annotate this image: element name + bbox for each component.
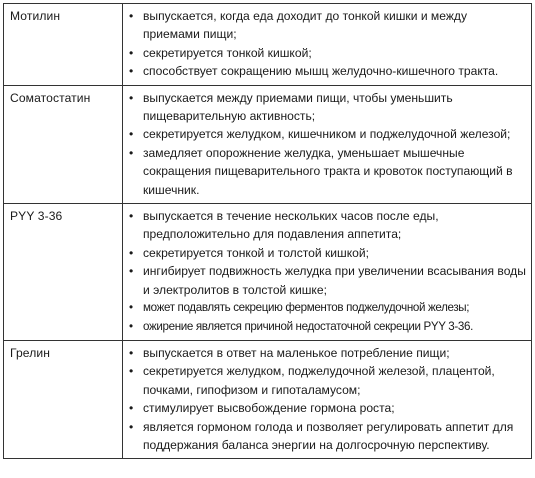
bullet-list (129, 344, 527, 454)
list-item (129, 299, 527, 317)
bullet-list (129, 207, 527, 336)
bullet-icon: • (129, 264, 134, 279)
hormone-description (123, 85, 532, 203)
table-row (4, 204, 532, 341)
bullet-icon: • (129, 9, 134, 23)
list-item (129, 244, 527, 262)
list-item-text: стимулирует высвобождение гормона роста; (143, 401, 395, 416)
table-row (4, 340, 532, 458)
list-item (129, 44, 527, 62)
bullet-icon: • (129, 45, 134, 60)
bullet-icon: • (129, 364, 134, 379)
bullet-icon: • (129, 64, 134, 79)
hormone-description (123, 4, 532, 86)
bullet-icon: • (129, 319, 133, 333)
bullet-icon: • (129, 209, 134, 224)
list-item-text: секретируется тонкой и толстой кишкой; (143, 245, 370, 260)
list-item (129, 318, 527, 336)
list-item-text: выпускается в течение нескольких часов после еды, предположительно для подавления аппетита; (143, 209, 439, 242)
table-row (4, 4, 532, 86)
bullet-icon: • (129, 127, 134, 142)
bullet-icon: • (129, 401, 134, 416)
list-item-text: выпускается между приемами пищи, чтобы уменьшить пищеварительную активность; (143, 90, 453, 124)
list-item-text: ожирение является причиной недостаточной секреции PYY 3-36. (143, 319, 473, 333)
list-item (129, 62, 527, 80)
list-item (129, 418, 527, 455)
bullet-icon: • (129, 301, 133, 315)
hormone-description (123, 340, 532, 458)
bullet-icon: • (129, 145, 134, 160)
hormone-name: PYY 3-36 (4, 204, 123, 341)
bullet-icon: • (129, 245, 134, 260)
list-item (129, 362, 527, 399)
list-item (129, 344, 527, 362)
hormone-name: Грелин (4, 340, 123, 458)
list-item-text: ингибирует подвижность желудка при увеличении всасывания воды и электролитов в толстой кишке; (143, 264, 526, 297)
bullet-list (129, 7, 527, 81)
list-item (129, 399, 527, 417)
list-item-text: может подавлять секрецию ферментов поджелудочной железы; (143, 301, 470, 315)
list-item-text: секретируется желудком, поджелудочной железой, плацентой, почками, гипофизом и гипоталамусом; (143, 364, 495, 397)
table-row (4, 85, 532, 203)
hormone-name: Мотилин (4, 4, 123, 86)
list-item-text: замедляет опорожнение желудка, уменьшает мышечные сокращения пищеварительного тракта и кровоток поступающий в кишечник. (143, 145, 513, 197)
list-item-text: секретируется тонкой кишкой; (143, 45, 312, 60)
list-item (129, 89, 527, 126)
hormone-table (3, 3, 532, 459)
bullet-icon: • (129, 90, 134, 105)
list-item-text: является гормоном голода и позволяет регулировать аппетит для поддержания баланса энергии на долгосрочную перспективу. (143, 419, 514, 452)
list-item (129, 207, 527, 244)
list-item (129, 125, 527, 143)
list-item (129, 7, 527, 44)
list-item (129, 144, 527, 199)
list-item-text: секретируется желудком, кишечником и поджелудочной железой; (143, 127, 511, 142)
list-item-text: выпускается в ответ на маленькое потребление пищи; (143, 345, 450, 360)
list-item-text: способствует сокращению мышц желудочно-кишечного тракта. (143, 64, 499, 79)
bullet-icon: • (129, 419, 134, 434)
hormone-description (123, 204, 532, 341)
hormone-name: Соматостатин (4, 85, 123, 203)
list-item (129, 262, 527, 299)
bullet-icon: • (129, 345, 134, 360)
bullet-list (129, 89, 527, 199)
list-item-text: выпускается, когда еда доходит до тонкой кишки и между приемами пищи; (143, 9, 468, 42)
